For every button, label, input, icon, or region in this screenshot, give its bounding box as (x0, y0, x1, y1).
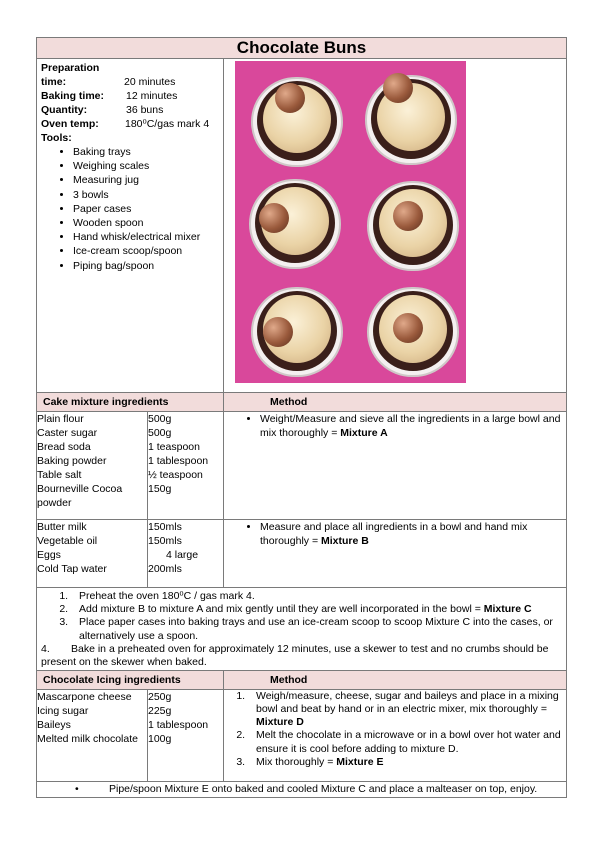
ingredient-qty: 1 tablespoon (148, 455, 209, 467)
step-number: 4. (41, 642, 50, 655)
method-step: • Measure and place all ingredients in a bowl and hand mix thoroughly = Mixture B (260, 520, 566, 548)
ingredient-name: Vegetable oil (37, 535, 98, 547)
ingredient-qty: ½ teaspoon (148, 469, 203, 481)
ingredient-qty: 1 tablespoon (148, 718, 209, 731)
ingredient-name: Cold Tap water (37, 563, 107, 575)
quantity-value: 36 buns (126, 104, 164, 116)
cupcake-image (247, 71, 347, 171)
ingredient-name: Table salt (37, 469, 82, 481)
cake-dry-quantities (148, 412, 224, 520)
info-cell (37, 59, 224, 393)
ingredient-name: Bread soda (37, 441, 91, 453)
cake-method-header: Method (224, 393, 567, 412)
cupcake-image (363, 175, 463, 275)
step-item: 2. Melt the chocolate in a microwave or in a bowl over hot water and ensure it is cool before adding to mixture D. (248, 729, 566, 755)
cake-ingredients-header: Cake mixture ingredients (37, 393, 224, 412)
tool-item: • 3 bowls (73, 188, 223, 202)
oven-temp-label: Oven temp: (41, 118, 99, 130)
step-item: 2. Add mixture B to mixture A and mix gently until they are well incorporated in the bowl = Mixture C (71, 603, 562, 616)
recipe-table (36, 37, 567, 798)
final-step (37, 781, 567, 797)
tool-item: • Measuring jug (73, 173, 223, 187)
ingredient-qty: 225g (148, 704, 172, 717)
tool-item: • Ice-cream scoop/spoon (73, 244, 223, 258)
combining-steps (37, 588, 567, 671)
ingredient-qty: 500g (148, 427, 172, 439)
tool-item: • Hand whisk/electrical mixer (73, 230, 223, 244)
ingredient-qty: 150g (148, 483, 172, 495)
quantity-label: Quantity: (41, 104, 88, 116)
prep-time-row (41, 61, 219, 89)
oven-temp-value: 180⁰C/gas mark 4 (125, 118, 210, 130)
mixture-c-label: Mixture C (483, 603, 532, 616)
ingredient-qty: 4 large (166, 549, 199, 561)
ingredient-name: Bourneville Cocoa powder (37, 483, 123, 509)
ingredient-name: Icing sugar (37, 704, 89, 717)
mixture-a-label: Mixture A (340, 427, 388, 440)
step-item: 1. Weigh/measure, cheese, sugar and baileys and place in a mixing bowl and beat by hand or in an electric mixer, mix thoroughly = Mixture D (248, 690, 566, 730)
tools-label: Tools: (41, 132, 72, 144)
ingredient-name: Baileys (37, 718, 71, 731)
combining-steps-list (41, 590, 562, 643)
chocolate-buns-photo (235, 61, 466, 383)
cupcake-image (363, 281, 463, 381)
ingredient-qty: 150mls (148, 535, 182, 547)
recipe-page (36, 37, 566, 798)
baking-time-row (41, 89, 219, 103)
icing-quantities (148, 689, 224, 781)
baking-time-value: 12 minutes (126, 90, 178, 102)
ingredient-name: Mascarpone cheese (37, 690, 132, 703)
cake-wet-quantities (148, 520, 224, 588)
tool-item: • Wooden spoon (73, 216, 223, 230)
ingredient-qty: 100g (148, 732, 172, 745)
ingredient-name: Eggs (37, 549, 61, 561)
ingredient-qty: 500g (148, 413, 172, 425)
mixture-b-label: Mixture B (321, 535, 369, 548)
cake-method-a (224, 412, 567, 520)
ingredient-qty: 200mls (148, 563, 182, 575)
icing-ingredients-header: Chocolate Icing ingredients (37, 670, 224, 689)
ingredient-qty: 250g (148, 690, 172, 703)
mixture-d-label: Mixture D (256, 716, 304, 729)
prep-time-label: Preparation time: (41, 62, 100, 88)
method-step: • Weight/Measure and sieve all the ingredients in a large bowl and mix thoroughly = Mixture A (260, 412, 566, 440)
oven-temp-row (41, 117, 219, 131)
cupcake-image (361, 69, 461, 169)
baking-time-label: Baking time: (41, 90, 105, 102)
prep-time-value: 20 minutes (124, 76, 176, 88)
icing-method-list (224, 690, 566, 769)
step-item: 3. Place paper cases into baking trays and use an ice-cream scoop to scoop Mixture C into the cases, or alternatively use a spoon. (71, 616, 562, 642)
cake-method-b (224, 520, 567, 588)
quantity-row (41, 103, 219, 117)
ingredient-name: Butter milk (37, 521, 87, 533)
step-item: 3. Mix thoroughly = Mixture E (248, 756, 566, 769)
cupcake-image (245, 173, 345, 273)
photo-cell (224, 59, 567, 393)
cake-dry-ingredients (37, 412, 148, 520)
ingredient-name: Plain flour (37, 413, 84, 425)
step-item: 1. Preheat the oven 180⁰C / gas mark 4. (71, 590, 562, 603)
ingredient-name: Melted milk chocolate (37, 732, 138, 745)
tools-list (37, 145, 223, 273)
final-step-text: Pipe/spoon Mixture E onto baked and cooled Mixture C and place a malteaser on top, enjoy. (109, 782, 538, 795)
ingredient-name: Caster sugar (37, 427, 98, 439)
tool-item: • Piping bag/spoon (73, 259, 223, 273)
icing-ingredients (37, 689, 148, 781)
ingredient-qty: 150mls (148, 521, 182, 533)
icing-method (224, 689, 567, 781)
step-item-4: 4. Bake in a preheated oven for approximately 12 minutes, use a skewer to test and no crumbs should be present on the skewer when baked. (41, 642, 549, 668)
tool-item: • Weighing scales (73, 159, 223, 173)
ingredient-name: Baking powder (37, 455, 107, 467)
icing-method-header: Method (224, 670, 567, 689)
tool-item: • Baking trays (73, 145, 223, 159)
bullet-icon: • (75, 782, 79, 795)
cupcake-image (247, 281, 347, 381)
ingredient-qty: 1 teaspoon (148, 441, 200, 453)
recipe-title: Chocolate Buns (37, 38, 567, 59)
cake-wet-ingredients (37, 520, 148, 588)
tool-item: • Paper cases (73, 202, 223, 216)
mixture-e-label: Mixture E (336, 755, 384, 768)
